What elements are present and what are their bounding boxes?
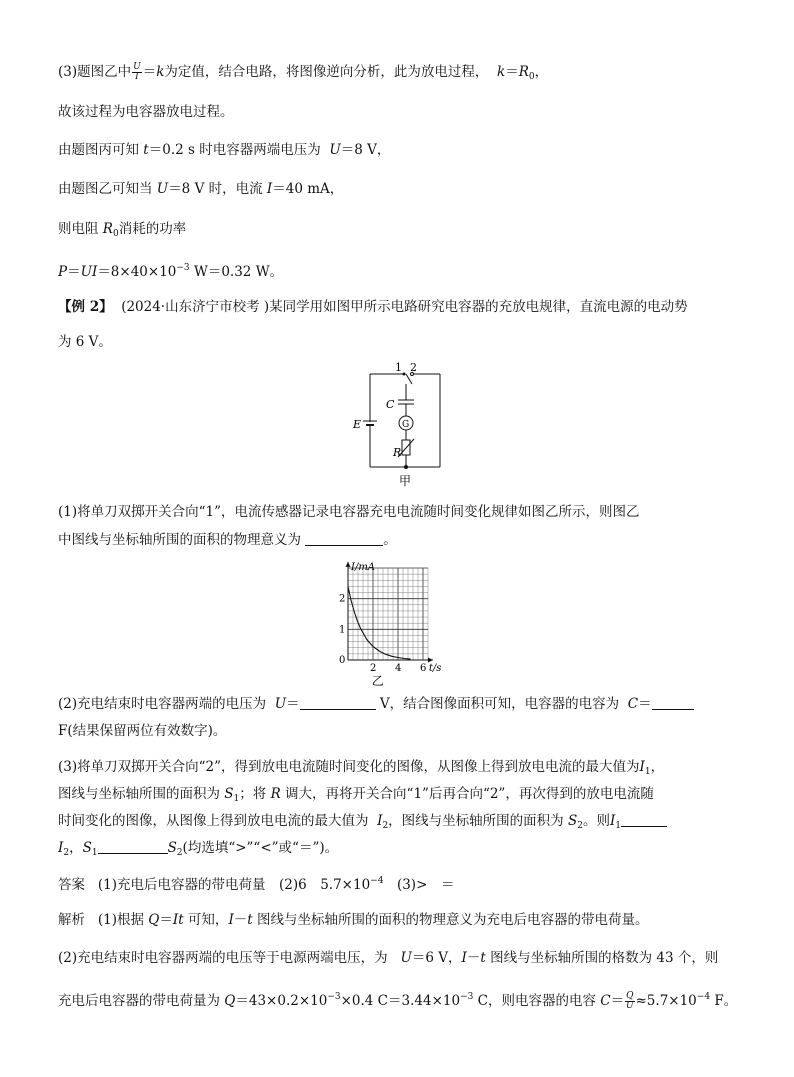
y-tick-label: 1 <box>339 624 346 636</box>
series-line-charging-current <box>348 586 411 659</box>
y-axis-label: I/mA <box>351 561 376 573</box>
question-2-line-2: F(结果保留两位有效数字)。 <box>58 723 227 739</box>
question-3-line-4: $I_2$，$S_1$ $S_2$(均选填“>”“<”或“＝”)。 <box>58 840 339 858</box>
y-axis-arrow <box>346 562 351 567</box>
battery-label: E <box>353 418 362 431</box>
galvanometer-label: G <box>402 420 410 430</box>
analysis-line-1: 解析 (1)根据 Q＝It 可知，I－t 图线与坐标轴所围的面积的物理意义为充电后电容器的带电荷量。 <box>58 912 649 928</box>
chart-grid <box>348 568 428 660</box>
switch-label-2: 2 <box>410 361 417 374</box>
y-tick-label: 2 <box>339 593 346 605</box>
circuit-diagram <box>340 360 460 490</box>
chart-series <box>348 586 411 659</box>
question-2-line-1: (2)充电结束时电容器两端的电压为 U＝ V，结合图像面积可知，电容器的电容为 C＝ <box>58 694 694 714</box>
answer-blank-capacitance[interactable] <box>652 695 694 710</box>
example-source: (2024·山东济宁市校考 ) <box>121 299 270 315</box>
x-axis-arrow <box>428 658 433 663</box>
solution-line-4: 由题图乙可知当 U＝8 V 时，电流 I＝40 mA， <box>58 181 344 197</box>
switch-label-1: 1 <box>395 361 402 374</box>
switch-contact-1 <box>403 373 406 376</box>
junction-dot <box>404 465 408 469</box>
solution-line-6: $P=UI=8\times 40\times 10^{-3}$ W＝0.32 W。 <box>58 263 284 280</box>
solution-line-5: 则电阻 $R_0$消耗的功率 <box>58 221 187 239</box>
example-stem-line-2: 为 6 V。 <box>58 334 112 350</box>
answer-blank-1[interactable] <box>305 531 383 546</box>
example-stem-line-1: 【例 2】 (2024·山东济宁市校考 )某同学用如图甲所示电路研究电容器的充放电规律，直流电源的电动势 <box>58 299 688 315</box>
example-tag: 【例 2】 <box>58 299 113 315</box>
answer-blank-area-compare[interactable] <box>98 839 168 854</box>
answer-line: 答案 (1)充电后电容器的带电荷量 (2)6 $5.7\times 10^{-4}$ (3)> ＝ <box>58 876 455 893</box>
analysis-line-2: (2)充电结束时电容器两端的电压等于电源两端电压，为 U＝6 V，I－t 图线与坐标轴所围的格数为 43 个，则 <box>58 950 719 966</box>
question-1-line-1: (1)将单刀双掷开关合向“1”，电流传感器记录电容器充电电流随时间变化规律如图乙所示，则图乙 <box>58 504 640 520</box>
fraction-q-over-u: $\frac{Q}{U}$ <box>626 991 634 1011</box>
analysis-line-3: 充电后电容器的带电荷量为 $Q=43\times 0.2\times 10^{-3}\times 0.4$ $C=3.44\times 10^{-3}$ C，则电容器的电容 C＝ $\frac{Q}{U}$ $\approx 5.7\times 10^{-4}$ F。 <box>58 991 738 1011</box>
resistor-label: R <box>393 446 402 459</box>
solution-line-3: 由题图丙可知 t＝0.2 s 时电容器两端电压为 U＝8 V， <box>58 142 391 158</box>
chart-axes <box>346 562 434 663</box>
question-3-line-2: 图线与坐标轴所围的面积为 $S_1$；将 R 调大，再将开关合向“1”后再合向“2”，再次得到的放电电流随 <box>58 786 654 804</box>
capacitor-label: C <box>386 398 395 411</box>
circuit-caption: 甲 <box>399 474 412 488</box>
fraction-u-over-i: $\frac{U}{I}$ <box>133 62 141 82</box>
chart-labels <box>339 562 441 686</box>
analysis-label: 解析 <box>58 912 85 928</box>
origin-label: 0 <box>339 655 346 666</box>
question-1-line-2: 中图线与坐标轴所围的面积的物理意义为 。 <box>58 532 397 548</box>
question-3-line-1: (3)将单刀双掷开关合向“2”，得到放电电流随时间变化的图像，从图像上得到放电电流的最大值为$I_1$， <box>58 759 665 777</box>
x-tick-label: 2 <box>370 663 377 674</box>
question-3-line-3: 时间变化的图像，从图像上得到放电电流的最大值为 $I_2$，图线与坐标轴所围的面积为 $S_2$。则$I_1$ <box>58 811 667 836</box>
x-tick-label: 4 <box>395 663 402 674</box>
answer-blank-voltage[interactable] <box>300 695 376 710</box>
answer-blank-current-compare[interactable] <box>621 812 667 827</box>
current-time-chart <box>326 556 466 686</box>
solution-line-1: (3)题图乙中 $\frac{U}{I}$ ＝k为定值，结合电路，将图像逆向分析，此为放电过程， $k=R_0$， <box>58 62 549 82</box>
x-axis-label: t/s <box>428 663 442 674</box>
chart-caption: 乙 <box>371 674 384 686</box>
answer-label: 答案 <box>58 877 85 893</box>
x-tick-label: 6 <box>420 663 427 674</box>
solution-line-2: 故该过程为电容器放电过程。 <box>58 104 234 120</box>
